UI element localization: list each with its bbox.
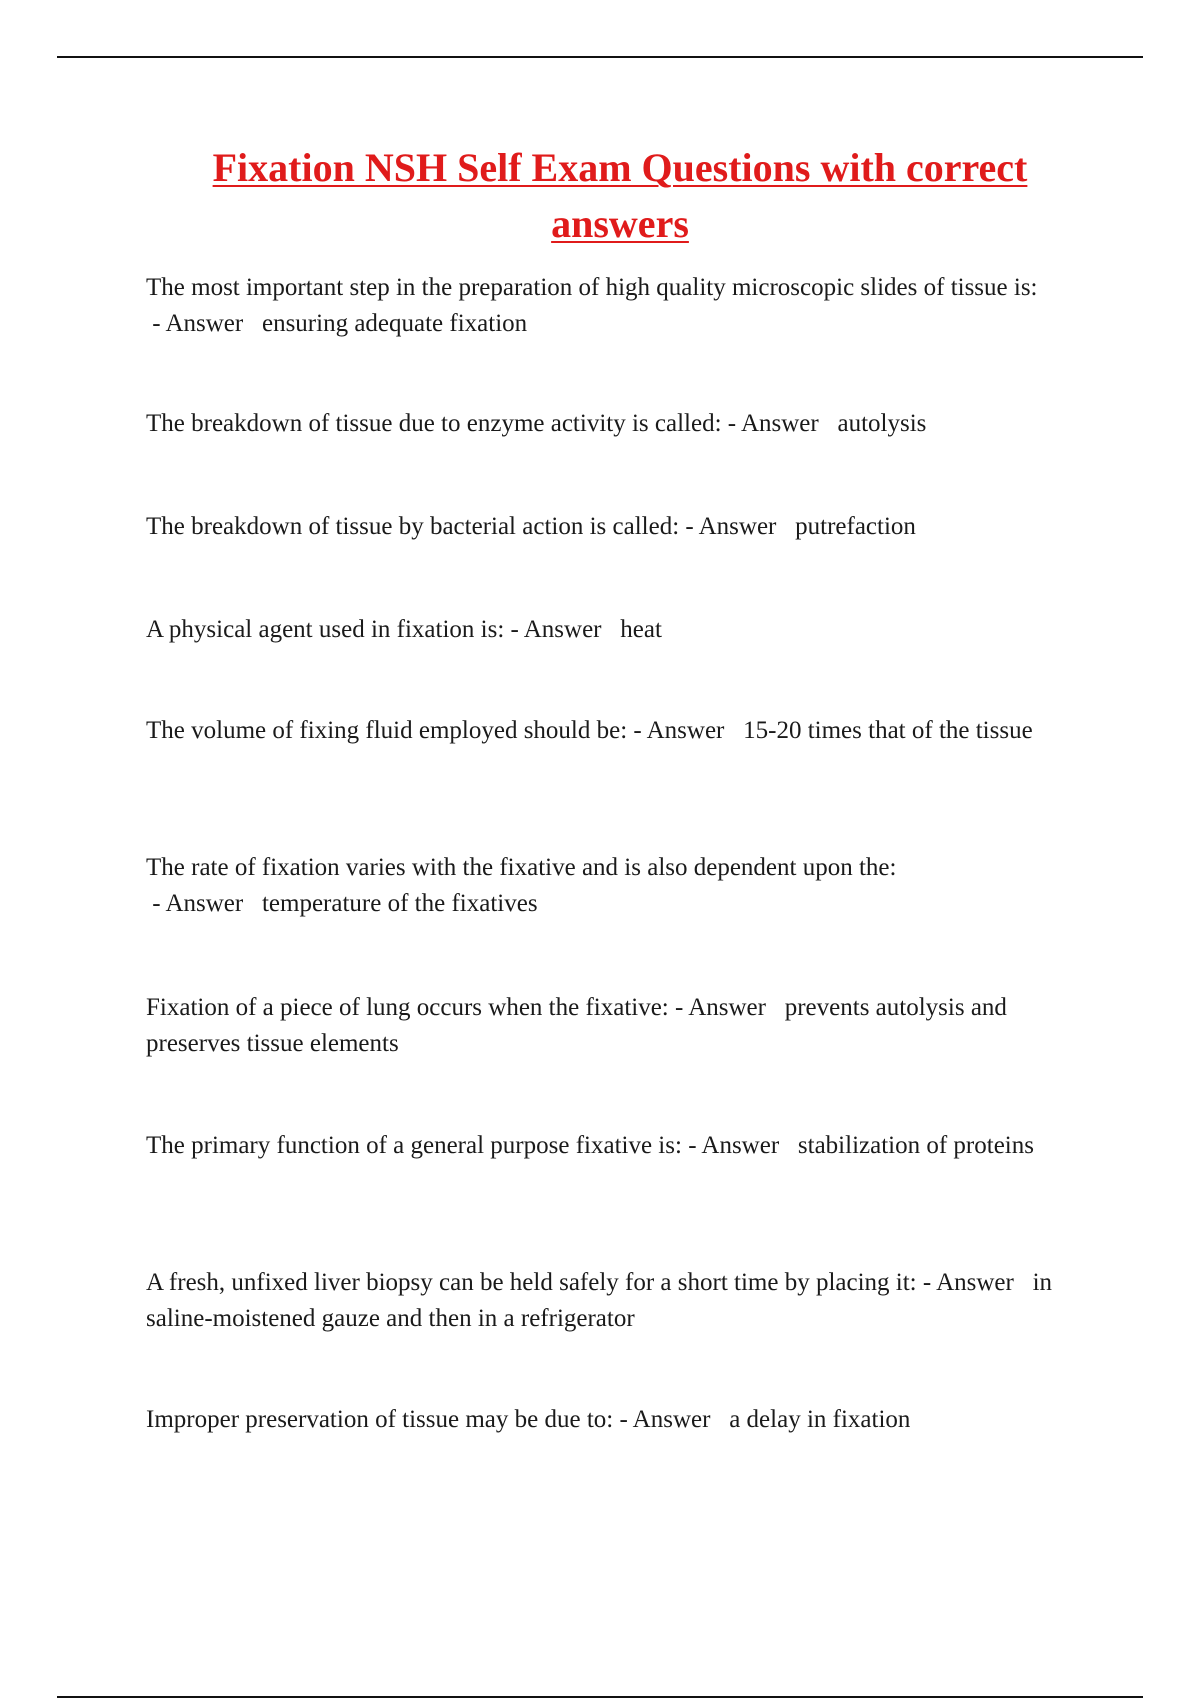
qa-item-3 bbox=[146, 509, 1086, 545]
answer-text: ensuring adequate fixation bbox=[261, 310, 528, 337]
answer-text: 15-20 times that of the tissue bbox=[743, 717, 1033, 744]
question-text: The breakdown of tissue by bacterial action is called: bbox=[146, 513, 680, 540]
bottom-rule bbox=[57, 1696, 1143, 1698]
answer-separator: - Answer bbox=[613, 1406, 730, 1433]
answer-text: prevents autolysis and preserves tissue elements bbox=[146, 994, 1007, 1057]
question-text: The rate of fixation varies with the fixative and is also dependent upon the: bbox=[146, 854, 897, 881]
answer-separator: - Answer bbox=[146, 890, 262, 917]
question-text: The breakdown of tissue due to enzyme activity is called: bbox=[146, 410, 722, 437]
qa-item-8 bbox=[146, 1128, 1086, 1164]
qa-item-5 bbox=[146, 713, 1086, 749]
answer-separator: - Answer bbox=[627, 717, 744, 744]
answer-text: autolysis bbox=[837, 410, 927, 437]
qa-item-1 bbox=[146, 270, 1086, 342]
answer-separator: - Answer bbox=[679, 513, 796, 540]
qa-item-10 bbox=[146, 1402, 1086, 1438]
answer-text: a delay in fixation bbox=[729, 1406, 911, 1433]
qa-item-7 bbox=[146, 990, 1086, 1062]
qa-item-4 bbox=[146, 612, 1086, 648]
qa-item-6 bbox=[146, 850, 1086, 922]
document-title: Fixation NSH Self Exam Questions with correct answers bbox=[212, 145, 1028, 246]
question-text: The primary function of a general purpose fixative is: bbox=[146, 1132, 682, 1159]
answer-text: temperature of the fixatives bbox=[261, 890, 538, 917]
question-text: Improper preservation of tissue may be due to: bbox=[146, 1406, 614, 1433]
question-text: The most important step in the preparation of high quality microscopic slides of tissue is: bbox=[146, 274, 1038, 301]
answer-text: stabilization of proteins bbox=[797, 1132, 1034, 1159]
answer-separator: - Answer bbox=[504, 616, 621, 643]
top-rule bbox=[57, 56, 1143, 58]
answer-separator: - Answer bbox=[721, 410, 838, 437]
question-text: The volume of fixing fluid employed should be: bbox=[146, 717, 628, 744]
qa-item-2 bbox=[146, 406, 1086, 442]
question-text: A physical agent used in fixation is: bbox=[146, 616, 505, 643]
answer-separator: - Answer bbox=[916, 1269, 1033, 1296]
answer-separator: - Answer bbox=[146, 310, 262, 337]
answer-text: in saline-moistened gauze and then in a refrigerator bbox=[146, 1269, 1053, 1332]
question-text: A fresh, unfixed liver biopsy can be held safely for a short time by placing it: bbox=[146, 1269, 917, 1296]
question-text: Fixation of a piece of lung occurs when the fixative: bbox=[146, 994, 669, 1021]
answer-text: heat bbox=[620, 616, 662, 643]
qa-item-9 bbox=[146, 1265, 1086, 1337]
answer-separator: - Answer bbox=[681, 1132, 798, 1159]
answer-text: putrefaction bbox=[795, 513, 916, 540]
answer-separator: - Answer bbox=[668, 994, 785, 1021]
